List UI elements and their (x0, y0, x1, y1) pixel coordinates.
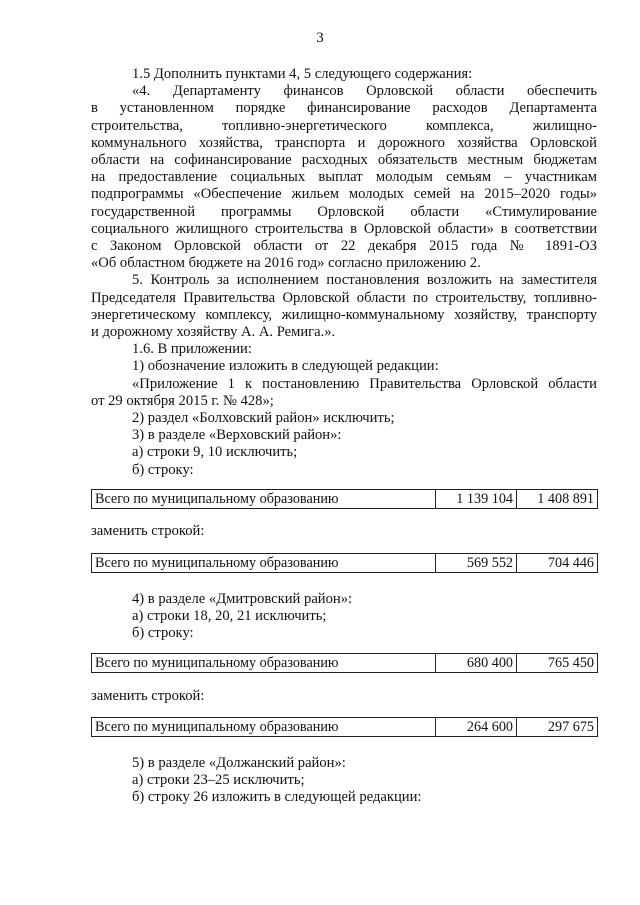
subitem-2: 2) раздел «Болховский район» исключить; (132, 410, 395, 427)
amount-cell: 680 400 (436, 653, 517, 672)
quote-line: от 29 октября 2015 г. № 428»; (91, 392, 274, 409)
amount-table (91, 717, 598, 737)
item4-line: подпрограммы «Обеспечение жильем молодых семей на 2015–2020 годы» (91, 186, 597, 203)
amount-table (91, 653, 598, 673)
item4-line: на предоставление социальных выплат молодым семьям – участникам (91, 169, 597, 186)
item4-line: социального жилищного строительства в Орловской области» в соответствии (91, 220, 597, 237)
item5-line: 5. Контроль за исполнением постановления возложить на заместителя (132, 272, 597, 289)
item5-line: энергетическому комплексу, жилищно-коммунальному хозяйству, транспорту (91, 306, 597, 323)
amount-cell: 1 139 104 (436, 489, 517, 508)
subitem-3: 3) в разделе «Верховский район»: (132, 427, 342, 444)
item4-line: государственной программы Орловской области «Стимулирование (91, 203, 597, 220)
amount-cell: 297 675 (517, 717, 598, 736)
paragraph-1-6: 1.6. В приложении: (132, 341, 252, 358)
item4-line: строительства, топливно-энергетического комплекса, жилищно- (91, 117, 597, 134)
document-body (91, 66, 597, 807)
quote-line: «Приложение 1 к постановлению Правительства Орловской области (132, 375, 597, 392)
replace-label: заменить строкой: (91, 687, 205, 704)
paragraph-1-5: 1.5 Дополнить пунктами 4, 5 следующего содержания: (132, 66, 473, 82)
page-number: 3 (316, 30, 324, 46)
item4-line: с Законом Орловской области от 22 декабря 2015 года № 1891-ОЗ (91, 238, 597, 255)
subitem-1: 1) обозначение изложить в следующей редакции: (132, 358, 439, 375)
subitem-4: 4) в разделе «Дмитровский район»: (132, 591, 353, 608)
table-row (92, 653, 598, 672)
row-label-cell: Всего по муниципальному образованию (92, 489, 436, 508)
item5-line: и дорожному хозяйству А. А. Ремига.». (91, 324, 336, 341)
subitem-5: 5) в разделе «Должанский район»: (132, 754, 346, 771)
amount-cell: 765 450 (517, 653, 598, 672)
subitem-5b: б) строку 26 изложить в следующей редакции: (132, 789, 422, 806)
item4-line: коммунального хозяйства, транспорта и дорожного хозяйства Орловской (91, 134, 597, 151)
item4-line: области на софинансирование расходных обязательств местным бюджетам (91, 152, 597, 169)
amount-cell: 704 446 (517, 554, 598, 573)
table-row (92, 554, 598, 573)
table-row (92, 489, 598, 508)
subitem-3b: б) строку: (132, 461, 194, 478)
amount-cell: 264 600 (436, 717, 517, 736)
subitem-3a: а) строки 9, 10 исключить; (132, 444, 298, 461)
item5-line: Председателя Правительства Орловской области по строительству, топливно- (91, 289, 597, 306)
amount-table (91, 553, 598, 573)
amount-cell: 569 552 (436, 554, 517, 573)
amount-table (91, 489, 598, 509)
subitem-4b: б) строку: (132, 625, 194, 642)
subitem-5a: а) строки 23–25 исключить; (132, 772, 305, 789)
subitem-4a: а) строки 18, 20, 21 исключить; (132, 608, 327, 625)
replace-label: заменить строкой: (91, 522, 205, 539)
row-label-cell: Всего по муниципальному образованию (92, 717, 436, 736)
item4-line: в установленном порядке финансирование расходов Департамента (91, 100, 597, 117)
amount-cell: 1 408 891 (517, 489, 598, 508)
row-label-cell: Всего по муниципальному образованию (92, 653, 436, 672)
table-row (92, 717, 598, 736)
item4-line: «4. Департаменту финансов Орловской области обеспечить (132, 83, 597, 100)
item4-line: «Об областном бюджете на 2016 год» согласно приложению 2. (91, 255, 481, 272)
row-label-cell: Всего по муниципальному образованию (92, 554, 436, 573)
